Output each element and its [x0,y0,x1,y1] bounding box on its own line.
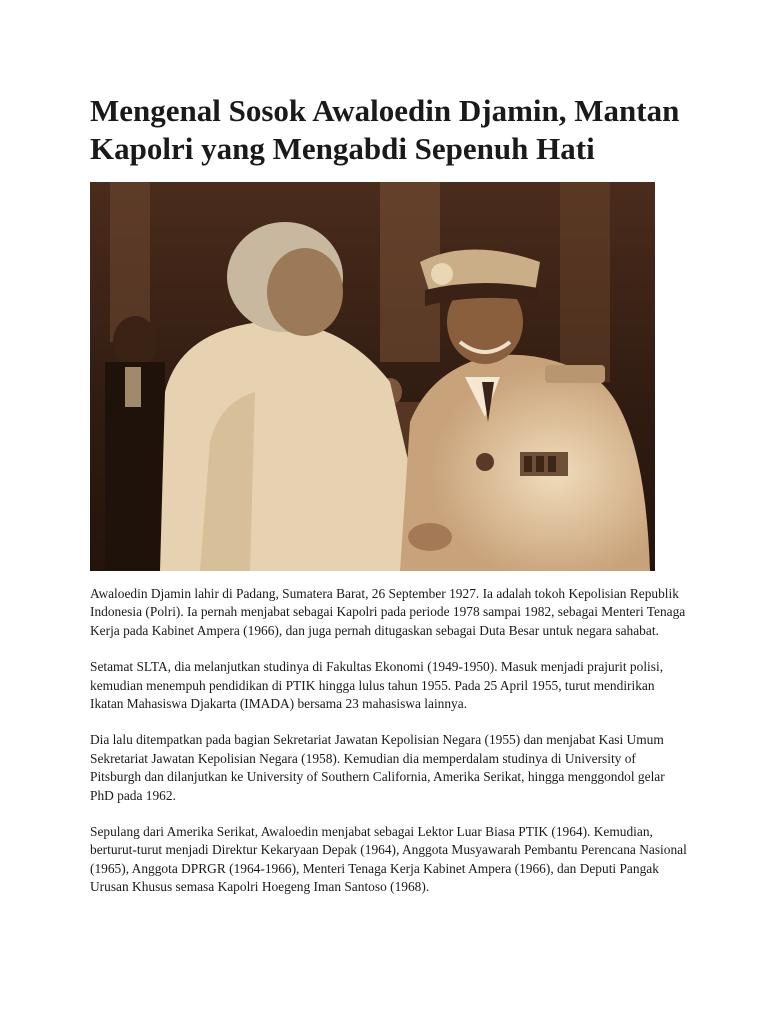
paragraph: Sepulang dari Amerika Serikat, Awaloedin menjabat sebagai Lektor Luar Biasa PTIK (1964). Kemudian, berturut-turut menjadi Direktur Kekaryaan Depak (1964), Anggota Musyawarah Pembantu Perencana Nasional (1965), Anggota DPRGR (1964-1966), Menteri Tenaga Kerja Kabinet Ampera (1966), dan Deputi Pangak Urusan Khusus semasa Kapolri Hoegeng Iman Santoso (1968). [90,824,687,895]
paragraph: Awaloedin Djamin lahir di Padang, Sumatera Barat, 26 September 1927. Ia adalah tokoh Kepolisian Republik Indonesia (Polri). Ia pernah menjabat sebagai Kapolri pada periode 1978 sampai 1982, sebagai Menteri Tenaga Kerja pada Kabinet Ampera (1966), dan juga pernah ditugaskan sebagai Duta Besar untuk negara sahabat. [90,586,686,638]
article-body [90,585,690,915]
article-photo [90,182,655,571]
paragraph: Dia lalu ditempatkan pada bagian Sekretariat Jawatan Kepolisian Negara (1955) dan menjabat Kasi Umum Sekretariat Jawatan Kepolisian Negara (1958). Kemudian dia memperdalam studinya di University of Pitsburgh dan dilanjutkan ke University of Southern California, Amerika Serikat, hingga menggondol gelar PhD pada 1962. [90,732,665,803]
paragraph: Setamat SLTA, dia melanjutkan studinya di Fakultas Ekonomi (1949-1950). Masuk menjadi prajurit polisi, kemudian menempuh pendidikan di PTIK hingga lulus tahun 1955. Pada 25 April 1955, turut mendirikan Ikatan Mahasiswa Djakarta (IMADA) bersama 23 mahasiswa lainnya. [90,659,664,712]
article-title: Mengenal Sosok Awaloedin Djamin, Mantan Kapolri yang Mengabdi Sepenuh Hati [90,93,680,166]
